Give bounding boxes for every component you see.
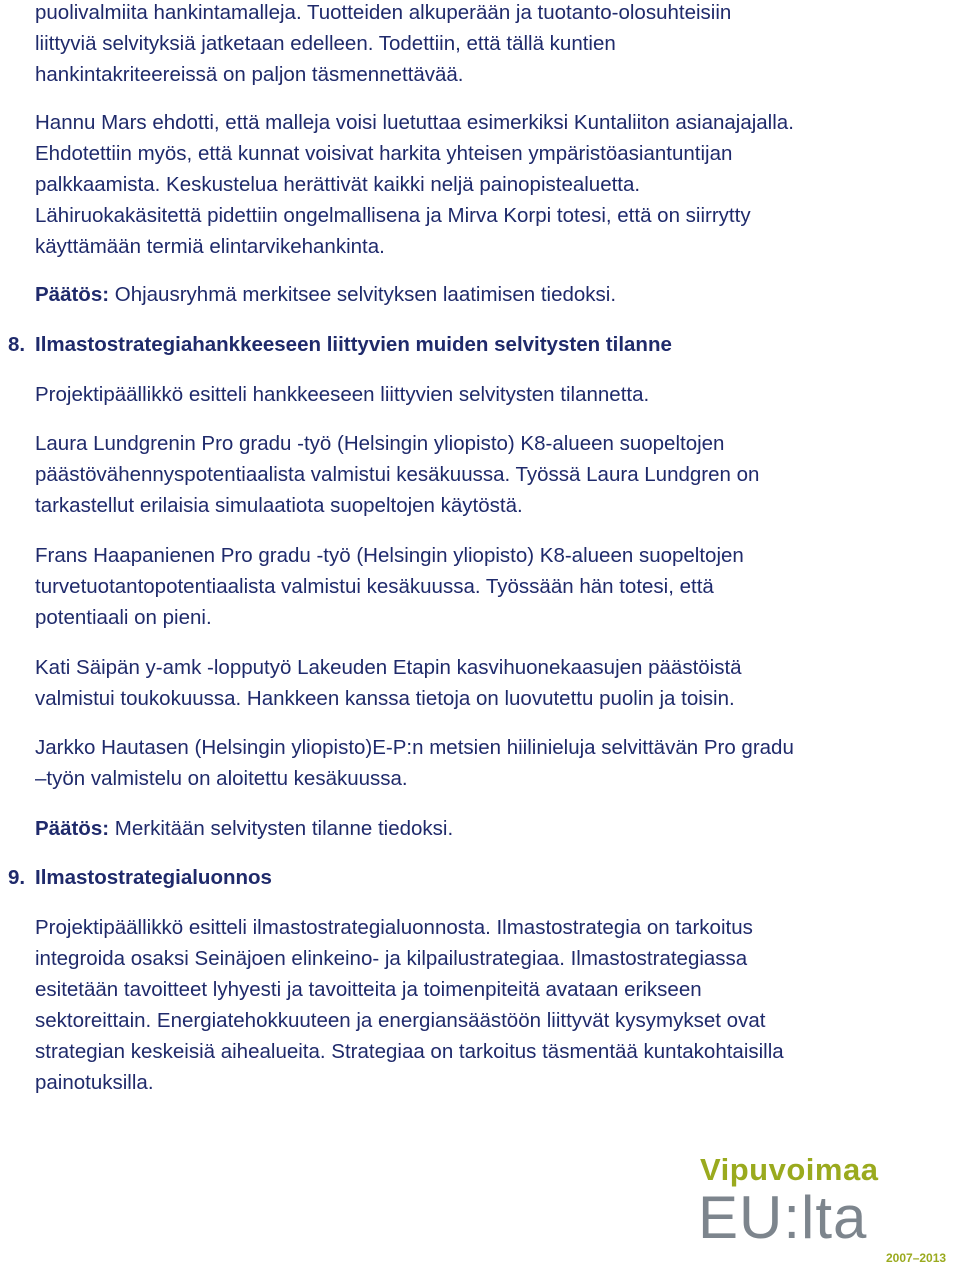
text-line: Projektipäällikkö esitteli ilmastostrategialuonnosta. Ilmastostrategia on tarkoitus	[35, 916, 753, 939]
section-number: 9.	[8, 866, 26, 889]
text-line: potentiaali on pieni.	[35, 606, 212, 629]
text-line: Ehdotettiin myös, että kunnat voisivat harkita yhteisen ympäristöasiantuntijan	[35, 142, 733, 165]
text-line: tarkastellut erilaisia simulaatiota suopeltojen käytöstä.	[35, 494, 523, 517]
paragraph-saippa	[35, 652, 940, 714]
paragraph-haapanienen	[35, 540, 940, 633]
text-line: valmistui toukokuussa. Hankkeen kanssa tietoja on luovutettu puolin ja toisin.	[35, 687, 735, 710]
paragraph-strategy	[35, 912, 940, 1098]
text-line: Projektipäällikkö esitteli hankkeeseen liittyvien selvitysten tilannetta.	[35, 383, 650, 406]
text-line: Jarkko Hautasen (Helsingin yliopisto)E-P:n metsien hiilinieluja selvittävän Pro gradu	[35, 736, 794, 759]
paragraph-hautanen	[35, 732, 940, 794]
paragraph-discussion	[35, 107, 940, 262]
text-line: esitetään tavoitteet lyhyesti ja tavoitteita ja toimenpiteitä avataan erikseen	[35, 978, 702, 1001]
text-line: sektoreittain. Energiatehokkuuteen ja energiansäästöön liittyvät kysymykset ovat	[35, 1009, 766, 1032]
decision-label: Päätös:	[35, 817, 110, 840]
section-heading-8	[8, 329, 672, 360]
text-line: Lähiruokakäsitettä pidettiin ongelmallisena ja Mirva Korpi totesi, että on siirrytty	[35, 204, 751, 227]
section-title: Ilmastostrategiahankkeeseen liittyvien muiden selvitysten tilanne	[35, 333, 672, 356]
paragraph-hankinta	[35, 0, 940, 90]
text-line: puolivalmiita hankintamalleja. Tuotteiden alkuperään ja tuotanto-olosuhteisiin	[35, 1, 732, 24]
text-line: päästövähennyspotentiaalista valmistui kesäkuussa. Työssä Laura Lundgren on	[35, 463, 760, 486]
decision-text: Merkitään selvitysten tilanne tiedoksi.	[109, 817, 454, 840]
decision-label: Päätös:	[35, 283, 110, 306]
text-line: painotuksilla.	[35, 1071, 154, 1094]
text-line: Hannu Mars ehdotti, että malleja voisi luetuttaa esimerkiksi Kuntaliiton asianajajalla.	[35, 111, 794, 134]
text-line: Laura Lundgrenin Pro gradu -työ (Helsingin yliopisto) K8-alueen suopeltojen	[35, 432, 725, 455]
text-line: integroida osaksi Seinäjoen elinkeino- ja kilpailustrategiaa. Ilmastostrategiassa	[35, 947, 748, 970]
decision-text: Ohjausryhmä merkitsee selvityksen laatimisen tiedoksi.	[109, 283, 617, 306]
text-line: –työn valmistelu on aloitettu kesäkuussa.	[35, 767, 408, 790]
text-line: strategian keskeisiä aihealueita. Strategiaa on tarkoitus täsmentää kuntakohtaisilla	[35, 1040, 784, 1063]
section-number: 8.	[8, 333, 26, 356]
paragraph-lundgren	[35, 428, 940, 521]
section-heading-9	[8, 862, 272, 893]
text-line: Frans Haapanienen Pro gradu -työ (Helsingin yliopisto) K8-alueen suopeltojen	[35, 544, 744, 567]
decision-1	[35, 279, 940, 310]
logo-years-text: 2007–2013	[886, 1251, 947, 1265]
text-line: Kati Säipän y-amk -lopputyö Lakeuden Etapin kasvihuonekaasujen päästöistä	[35, 656, 742, 679]
logo-brand-text: Vipuvoimaa	[700, 1152, 879, 1187]
section-title: Ilmastostrategialuonnos	[35, 866, 272, 889]
paragraph-intro	[35, 379, 940, 410]
text-line: hankintakriteereissä on paljon täsmennettävää.	[35, 63, 464, 86]
text-line: palkkaamista. Keskustelua herättivät kaikki neljä painopistealuetta.	[35, 173, 641, 196]
decision-2	[35, 813, 940, 844]
text-line: liittyviä selvityksiä jatketaan edelleen. Todettiin, että tällä kuntien	[35, 32, 616, 55]
text-line: turvetuotantopotentiaalista valmistui kesäkuussa. Työssään hän totesi, että	[35, 575, 714, 598]
text-line: käyttämään termiä elintarvikehankinta.	[35, 235, 385, 258]
vipuvoimaa-eu-logo	[698, 1150, 958, 1270]
logo-eu-text: EU:lta	[698, 1184, 868, 1251]
